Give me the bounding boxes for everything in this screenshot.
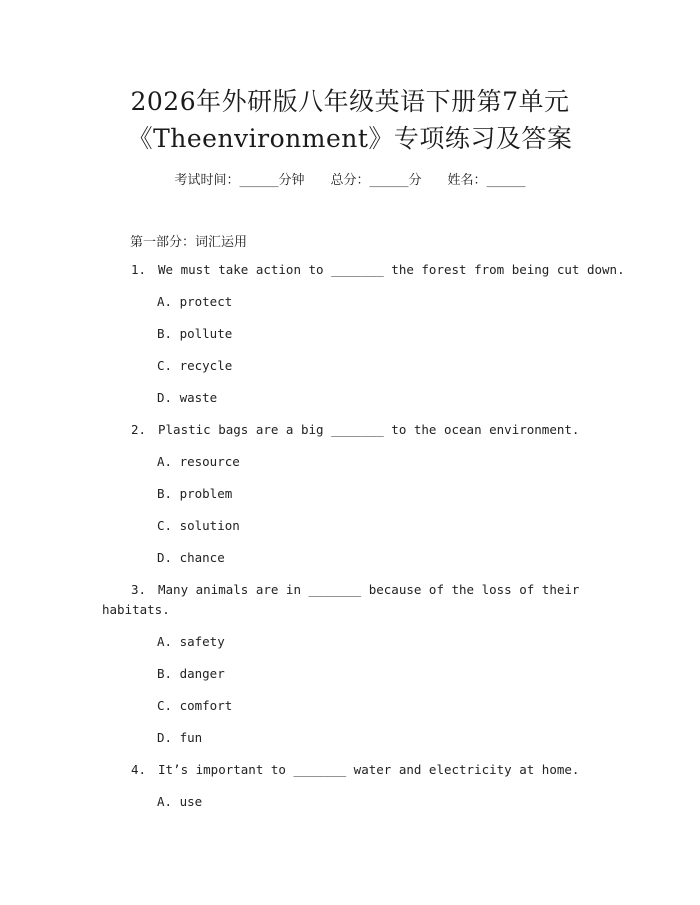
- option-2c: C. solution: [157, 518, 240, 533]
- question-text-continuation: habitats.: [102, 602, 170, 617]
- name-field: 姓名：______: [447, 173, 526, 188]
- option-2d: D. chance: [157, 550, 225, 565]
- question-number: 3.: [131, 582, 147, 597]
- document-title-line-1: 2026年外研版八年级英语下册第7单元: [130, 87, 570, 116]
- question-text: Many animals are in _______ because of the loss of their: [158, 582, 580, 597]
- option-1d: D. waste: [157, 390, 218, 405]
- question-text: We must take action to _______ the forest from being cut down.: [158, 262, 625, 277]
- exam-time-field: 考试时间：______分钟: [174, 173, 305, 188]
- option-1a: A. protect: [157, 294, 233, 309]
- document-title-line-2: 《Theenvironment》专项练习及答案: [127, 124, 573, 153]
- option-3a: A. safety: [157, 634, 225, 649]
- option-3b: B. danger: [157, 666, 225, 681]
- question-number: 2.: [131, 422, 147, 437]
- option-4a: A. use: [157, 794, 203, 809]
- option-1b: B. pollute: [157, 326, 233, 341]
- total-score-field: 总分：______分: [330, 173, 422, 188]
- question-number: 4.: [131, 762, 147, 777]
- option-1c: C. recycle: [157, 358, 233, 373]
- question-text: Plastic bags are a big _______ to the ocean environment.: [158, 422, 580, 437]
- question-text: It’s important to _______ water and electricity at home.: [158, 762, 580, 777]
- option-3d: D. fun: [157, 730, 203, 745]
- exam-info: [0, 169, 700, 188]
- option-2b: B. problem: [157, 486, 233, 501]
- section-title: 第一部分：词汇运用: [130, 235, 248, 250]
- option-3c: C. comfort: [157, 698, 233, 713]
- question-number: 1.: [131, 262, 147, 277]
- option-2a: A. resource: [157, 454, 240, 469]
